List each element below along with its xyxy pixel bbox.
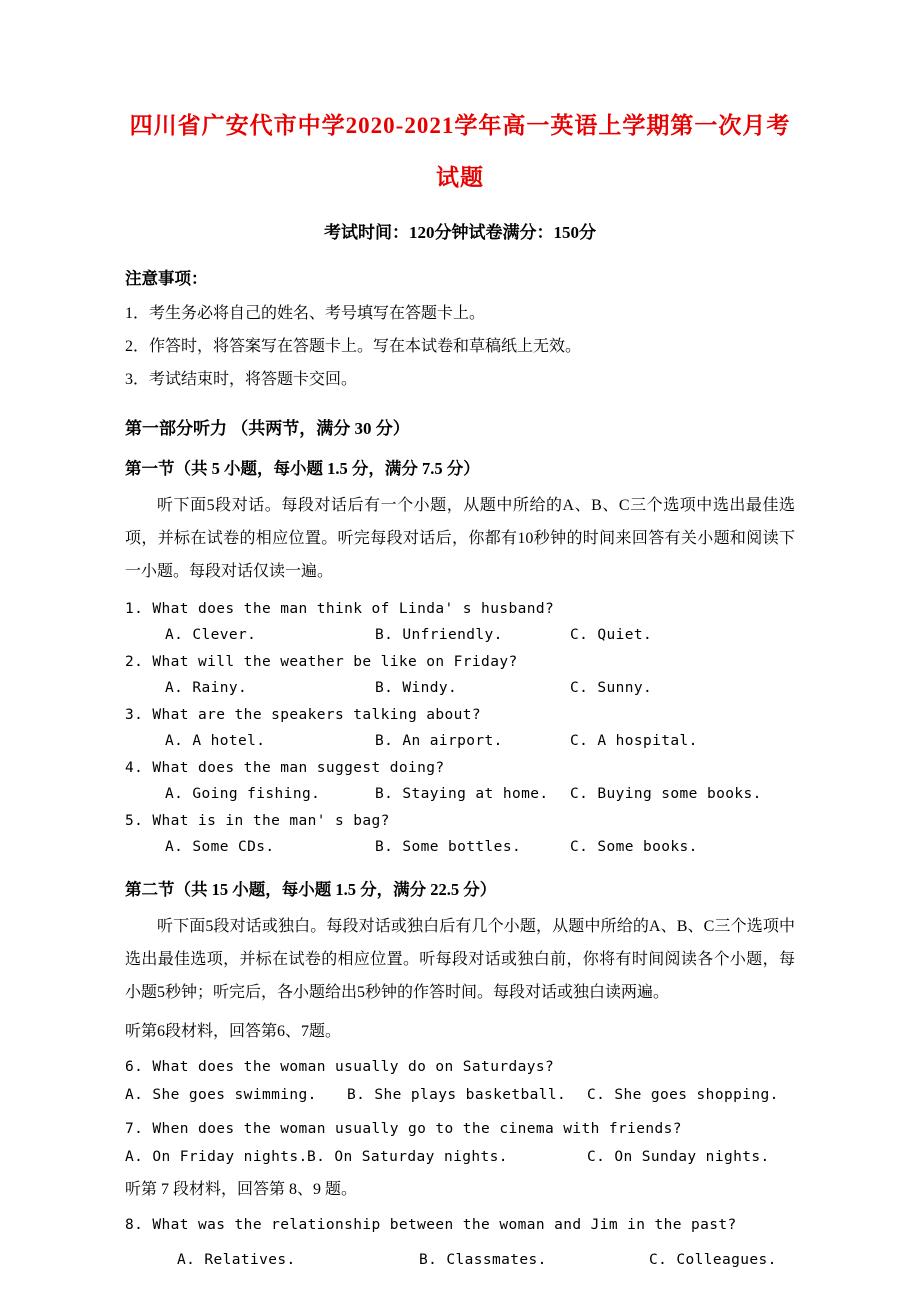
option-b: B. Unfriendly. [375, 627, 503, 643]
option-a: A. Some CDs. [165, 839, 275, 855]
question-text: 7. When does the woman usually go to the cinema with friends? [125, 1121, 682, 1137]
question-options [125, 1143, 795, 1171]
note-item: 2．作答时，将答案写在答题卡上。写在本试卷和草稿纸上无效。 [125, 338, 582, 355]
option-b: B. An airport. [375, 733, 503, 749]
option-c: C. Quiet. [570, 627, 653, 643]
question-text: 5. What is in the man' s bag? [125, 813, 390, 829]
option-a: A. Rainy. [165, 680, 248, 696]
note-item: 1．考生务必将自己的姓名、考号填写在答题卡上。 [125, 305, 486, 322]
section2-heading: 第二节（共 15 小题，每小题 1.5 分，满分 22.5 分） [125, 880, 497, 899]
question-3 [125, 702, 795, 754]
option-a: A. A hotel. [165, 733, 266, 749]
material-6-note: 听第6段材料，回答第6、7题。 [125, 1023, 342, 1040]
option-a: A. She goes swimming. [125, 1087, 317, 1103]
option-b: B. Some bottles. [375, 839, 522, 855]
option-c: C. Buying some books. [570, 786, 762, 802]
question-4 [125, 755, 795, 807]
option-a: A. Going fishing. [165, 786, 321, 802]
option-c: C. Some books. [570, 839, 698, 855]
question-text: 4. What does the man suggest doing? [125, 760, 445, 776]
question-options [125, 834, 795, 860]
question-5 [125, 808, 795, 860]
question-text: 1. What does the man think of Linda' s husband? [125, 601, 555, 617]
question-options [125, 728, 795, 754]
section1-heading: 第一节（共 5 小题，每小题 1.5 分，满分 7.5 分） [125, 459, 480, 478]
question-options [125, 781, 795, 807]
option-c: C. Colleagues. [649, 1252, 777, 1268]
question-1 [125, 596, 795, 648]
section1-intro: 听下面5段对话。每段对话后有一个小题，从题中所给的A、B、C三个选项中选出最佳选项，并标在试卷的相应位置。听完每段对话后，你都有10秒钟的时间来回答有关小题和阅读下一小题。每段对话仅读一遍。 [125, 497, 795, 580]
option-c: C. She goes shopping. [587, 1087, 779, 1103]
question-options [125, 622, 795, 648]
option-b: B. On Saturday nights. [307, 1149, 508, 1165]
option-a: A. On Friday nights. [125, 1149, 308, 1165]
option-b: B. Windy. [375, 680, 458, 696]
question-7 [125, 1115, 795, 1171]
question-8 [125, 1211, 795, 1275]
option-c: C. On Sunday nights. [587, 1149, 770, 1165]
option-c: C. A hospital. [570, 733, 698, 749]
note-item: 3．考试结束时，将答题卡交回。 [125, 371, 358, 388]
question-text: 3. What are the speakers talking about? [125, 707, 482, 723]
part1-heading: 第一部分听力 （共两节，满分 30 分） [125, 419, 410, 438]
notes-section [125, 265, 795, 396]
question-options [125, 1081, 795, 1109]
question-6 [125, 1053, 795, 1109]
question-text: 2. What will the weather be like on Friday? [125, 654, 518, 670]
option-b: B. She plays basketball. [347, 1087, 567, 1103]
material-7-note: 听第 7 段材料，回答第 8、9 题。 [125, 1181, 358, 1198]
page-title: 四川省广安代市中学2020-2021学年高一英语上学期第一次月考试题 [129, 113, 791, 190]
notes-heading: 注意事项： [125, 269, 208, 288]
section2-intro: 听下面5段对话或独白。每段对话或独白后有几个小题，从题中所给的A、B、C三个选项中选出最佳选项，并标在试卷的相应位置。听每段对话或独白前，你将有时间阅读各个小题，每小题5秒钟；听完后，各小题给出5秒钟的作答时间。每段对话或独白读两遍。 [125, 918, 795, 1001]
question-options [125, 1245, 795, 1275]
question-2 [125, 649, 795, 701]
exam-time-score-info: 考试时间：120分钟试卷满分：150分 [324, 223, 596, 242]
question-text: 8. What was the relationship between the woman and Jim in the past? [125, 1217, 737, 1233]
option-c: C. Sunny. [570, 680, 653, 696]
option-a: A. Clever. [165, 627, 257, 643]
option-b: B. Staying at home. [375, 786, 549, 802]
option-a: A. Relatives. [177, 1252, 296, 1268]
option-b: B. Classmates. [419, 1252, 547, 1268]
question-options [125, 675, 795, 701]
question-text: 6. What does the woman usually do on Saturdays? [125, 1059, 555, 1075]
